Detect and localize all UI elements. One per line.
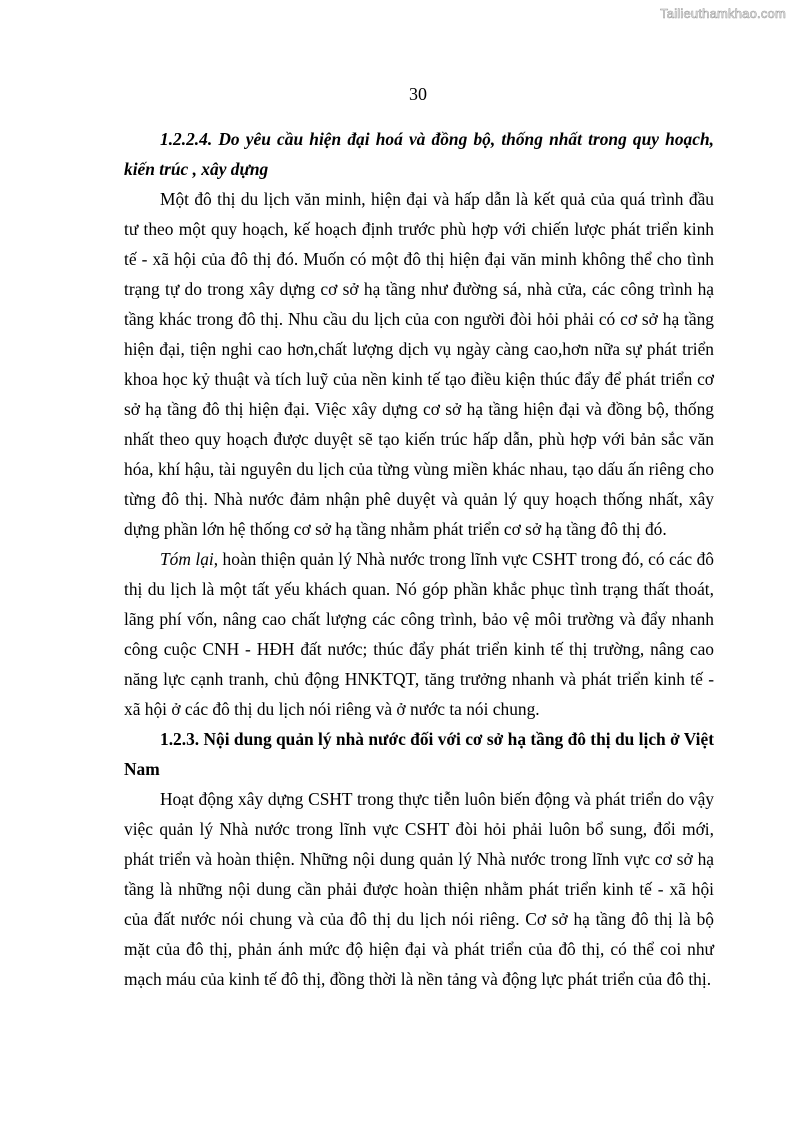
paragraph-urban-modernization: Một đô thị du lịch văn minh, hiện đại và hấp dẫn là kết quả của quá trình đầu tư theo một quy hoạch, kế hoạch định trước phù hợp với chiến lược phát triển kinh tế - xã hội của đô thị đó. Muốn có một đô thị hiện đại văn minh không thể cho tình trạng tự do trong xây dựng cơ sở hạ tầng như đường sá, nhà cửa, các công trình hạ tầng khác trong đô thị. Nhu cầu du lịch của con người đòi hỏi phải có cơ sở hạ tầng hiện đại, tiện nghi cao hơn,chất lượng dịch vụ ngày càng cao,hơn nữa sự phát triển khoa học kỷ thuật và tích luỹ của nền kinh tế tạo điều kiện thúc đẩy để phát triển cơ sở hạ tầng đô thị hiện đại. Việc xây dựng cơ sở hạ tầng hiện đại và đồng bộ, thống nhất theo quy hoạch được duyệt sẽ tạo kiến trúc hấp dẫn, phù hợp với bản sắc văn hóa, khí hậu, tài nguyên du lịch của từng vùng miền khác nhau, tạo dấu ấn riêng cho từng đô thị. Nhà nước đảm nhận phê duyệt và quản lý quy hoạch thống nhất, xây dựng phần lớn hệ thống cơ sở hạ tầng nhằm phát triển cơ sở hạ tầng đô thị đó. (124, 189, 714, 539)
summary-lead: Tóm lại (160, 549, 214, 569)
watermark: Tailieuthamkhao.com (660, 6, 786, 21)
summary-text: , hoàn thiện quản lý Nhà nước trong lĩnh vực CSHT trong đó, có các đô thị du lịch là một tất yếu khách quan. Nó góp phần khắc phục tình trạng thất thoát, lãng phí vốn, nâng cao chất lượng các công trình, bảo vệ môi trường và đẩy nhanh công cuộc CNH - HĐH đất nước; thúc đẩy phát triển kinh tế thị trường, nâng cao năng lực cạnh tranh, chủ động HNKTQT, tăng trưởng nhanh và phát triển kinh tế - xã hội ở các đô thị du lịch nói riêng và ở nước ta nói chung. (124, 549, 714, 719)
paragraph-summary (124, 544, 714, 724)
section-heading-1-2-2-4: 1.2.2.4. Do yêu cầu hiện đại hoá và đồng bộ, thống nhất trong quy hoạch, kiến trúc , xây dựng (124, 129, 714, 179)
document-body (124, 121, 714, 994)
page-number: 30 (409, 84, 427, 104)
paragraph-management-content: Hoạt động xây dựng CSHT trong thực tiễn luôn biến động và phát triển do vậy việc quản lý Nhà nước trong lĩnh vực CSHT đòi hỏi phải luôn bổ sung, đổi mới, phát triển và hoàn thiện. Những nội dung quản lý Nhà nước trong lĩnh vực cơ sở hạ tầng là những nội dung cần phải được hoàn thiện nhằm phát triển kinh tế - xã hội của đất nước nói chung và của đô thị du lịch nói riêng. Cơ sở hạ tầng đô thị là bộ mặt của đô thị, phản ánh mức độ hiện đại và phát triển của đô thị, có thể coi như mạch máu của kinh tế đô thị, đồng thời là nền tảng và động lực phát triển của đô thị. (124, 789, 714, 989)
section-heading-1-2-3: 1.2.3. Nội dung quản lý nhà nước đối với cơ sở hạ tầng đô thị du lịch ở Việt Nam (124, 729, 714, 779)
